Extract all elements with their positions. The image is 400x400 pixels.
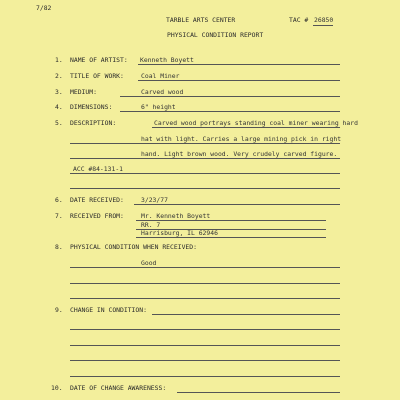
title-value: Coal Miner <box>141 72 180 80</box>
dimensions-label: DIMENSIONS: <box>70 103 113 111</box>
field-number-5: 5. <box>55 119 63 127</box>
form-title: PHYSICAL CONDITION REPORT <box>167 31 264 39</box>
medium-line <box>120 96 340 97</box>
description-rule-5 <box>70 188 340 189</box>
field-number-7: 7. <box>55 212 63 220</box>
description-label: DESCRIPTION: <box>70 119 117 127</box>
description-rule-1 <box>152 127 340 128</box>
artist-label: NAME OF ARTIST: <box>70 56 128 64</box>
field-number-10: 10. <box>51 384 63 392</box>
received-from-rule-1 <box>136 220 326 221</box>
change-condition-rule-2 <box>70 329 340 330</box>
field-number-6: 6. <box>55 196 63 204</box>
description-rule-2 <box>70 143 340 144</box>
change-awareness-line <box>177 392 340 393</box>
description-rule-3 <box>70 158 340 159</box>
artist-value: Kenneth Boyett <box>140 56 194 64</box>
condition-received-label: PHYSICAL CONDITION WHEN RECEIVED: <box>70 243 197 251</box>
received-from-route: RR. 7 <box>141 221 161 229</box>
date-received-value: 3/23/77 <box>141 196 168 204</box>
date-code: 7/82 <box>36 4 52 12</box>
field-number-4: 4. <box>55 103 63 111</box>
accession-number: ACC #84-131-1 <box>73 165 124 173</box>
tac-number-line <box>313 25 333 26</box>
received-from-rule-3 <box>136 237 326 238</box>
medium-value: Carved wood <box>141 88 184 96</box>
change-condition-rule-5 <box>70 376 340 377</box>
tac-number: 26850 <box>314 16 334 24</box>
field-number-3: 3. <box>55 88 63 96</box>
condition-received-value: Good <box>141 259 157 267</box>
description-line-3: hand. Light brown wood. Very crudely carved figure. <box>141 150 338 158</box>
condition-received-rule-1 <box>70 267 340 268</box>
change-condition-rule-3 <box>70 345 340 346</box>
description-line-1: Carved wood portrays standing coal miner wearing hard <box>154 119 358 127</box>
organization-name: TARBLE ARTS CENTER <box>166 16 236 24</box>
field-number-1: 1. <box>55 56 63 64</box>
received-from-label: RECEIVED FROM: <box>70 212 124 220</box>
tac-label: TAC # <box>289 16 309 24</box>
received-from-city: Harrisburg, IL 62946 <box>141 229 218 237</box>
change-awareness-label: DATE OF CHANGE AWARENESS: <box>70 384 167 392</box>
description-line-2: hat with light. Carries a large mining pick in right <box>141 135 342 143</box>
date-received-line <box>134 204 340 205</box>
artist-line <box>138 64 340 65</box>
change-condition-label: CHANGE IN CONDITION: <box>70 306 147 314</box>
field-number-2: 2. <box>55 72 63 80</box>
condition-received-rule-3 <box>70 298 340 299</box>
title-label: TITLE OF WORK: <box>70 72 124 80</box>
date-received-label: DATE RECEIVED: <box>70 196 124 204</box>
received-from-name: Mr. Kenneth Boyett <box>141 212 211 220</box>
change-condition-rule-1 <box>152 314 340 315</box>
field-number-8: 8. <box>55 243 63 251</box>
dimensions-line <box>120 111 340 112</box>
field-number-9: 9. <box>55 306 63 314</box>
description-rule-4 <box>70 173 340 174</box>
condition-received-rule-2 <box>70 283 340 284</box>
title-line <box>138 80 340 81</box>
dimensions-value: 6" height <box>141 103 176 111</box>
change-condition-rule-4 <box>70 360 340 361</box>
medium-label: MEDIUM: <box>70 88 97 96</box>
